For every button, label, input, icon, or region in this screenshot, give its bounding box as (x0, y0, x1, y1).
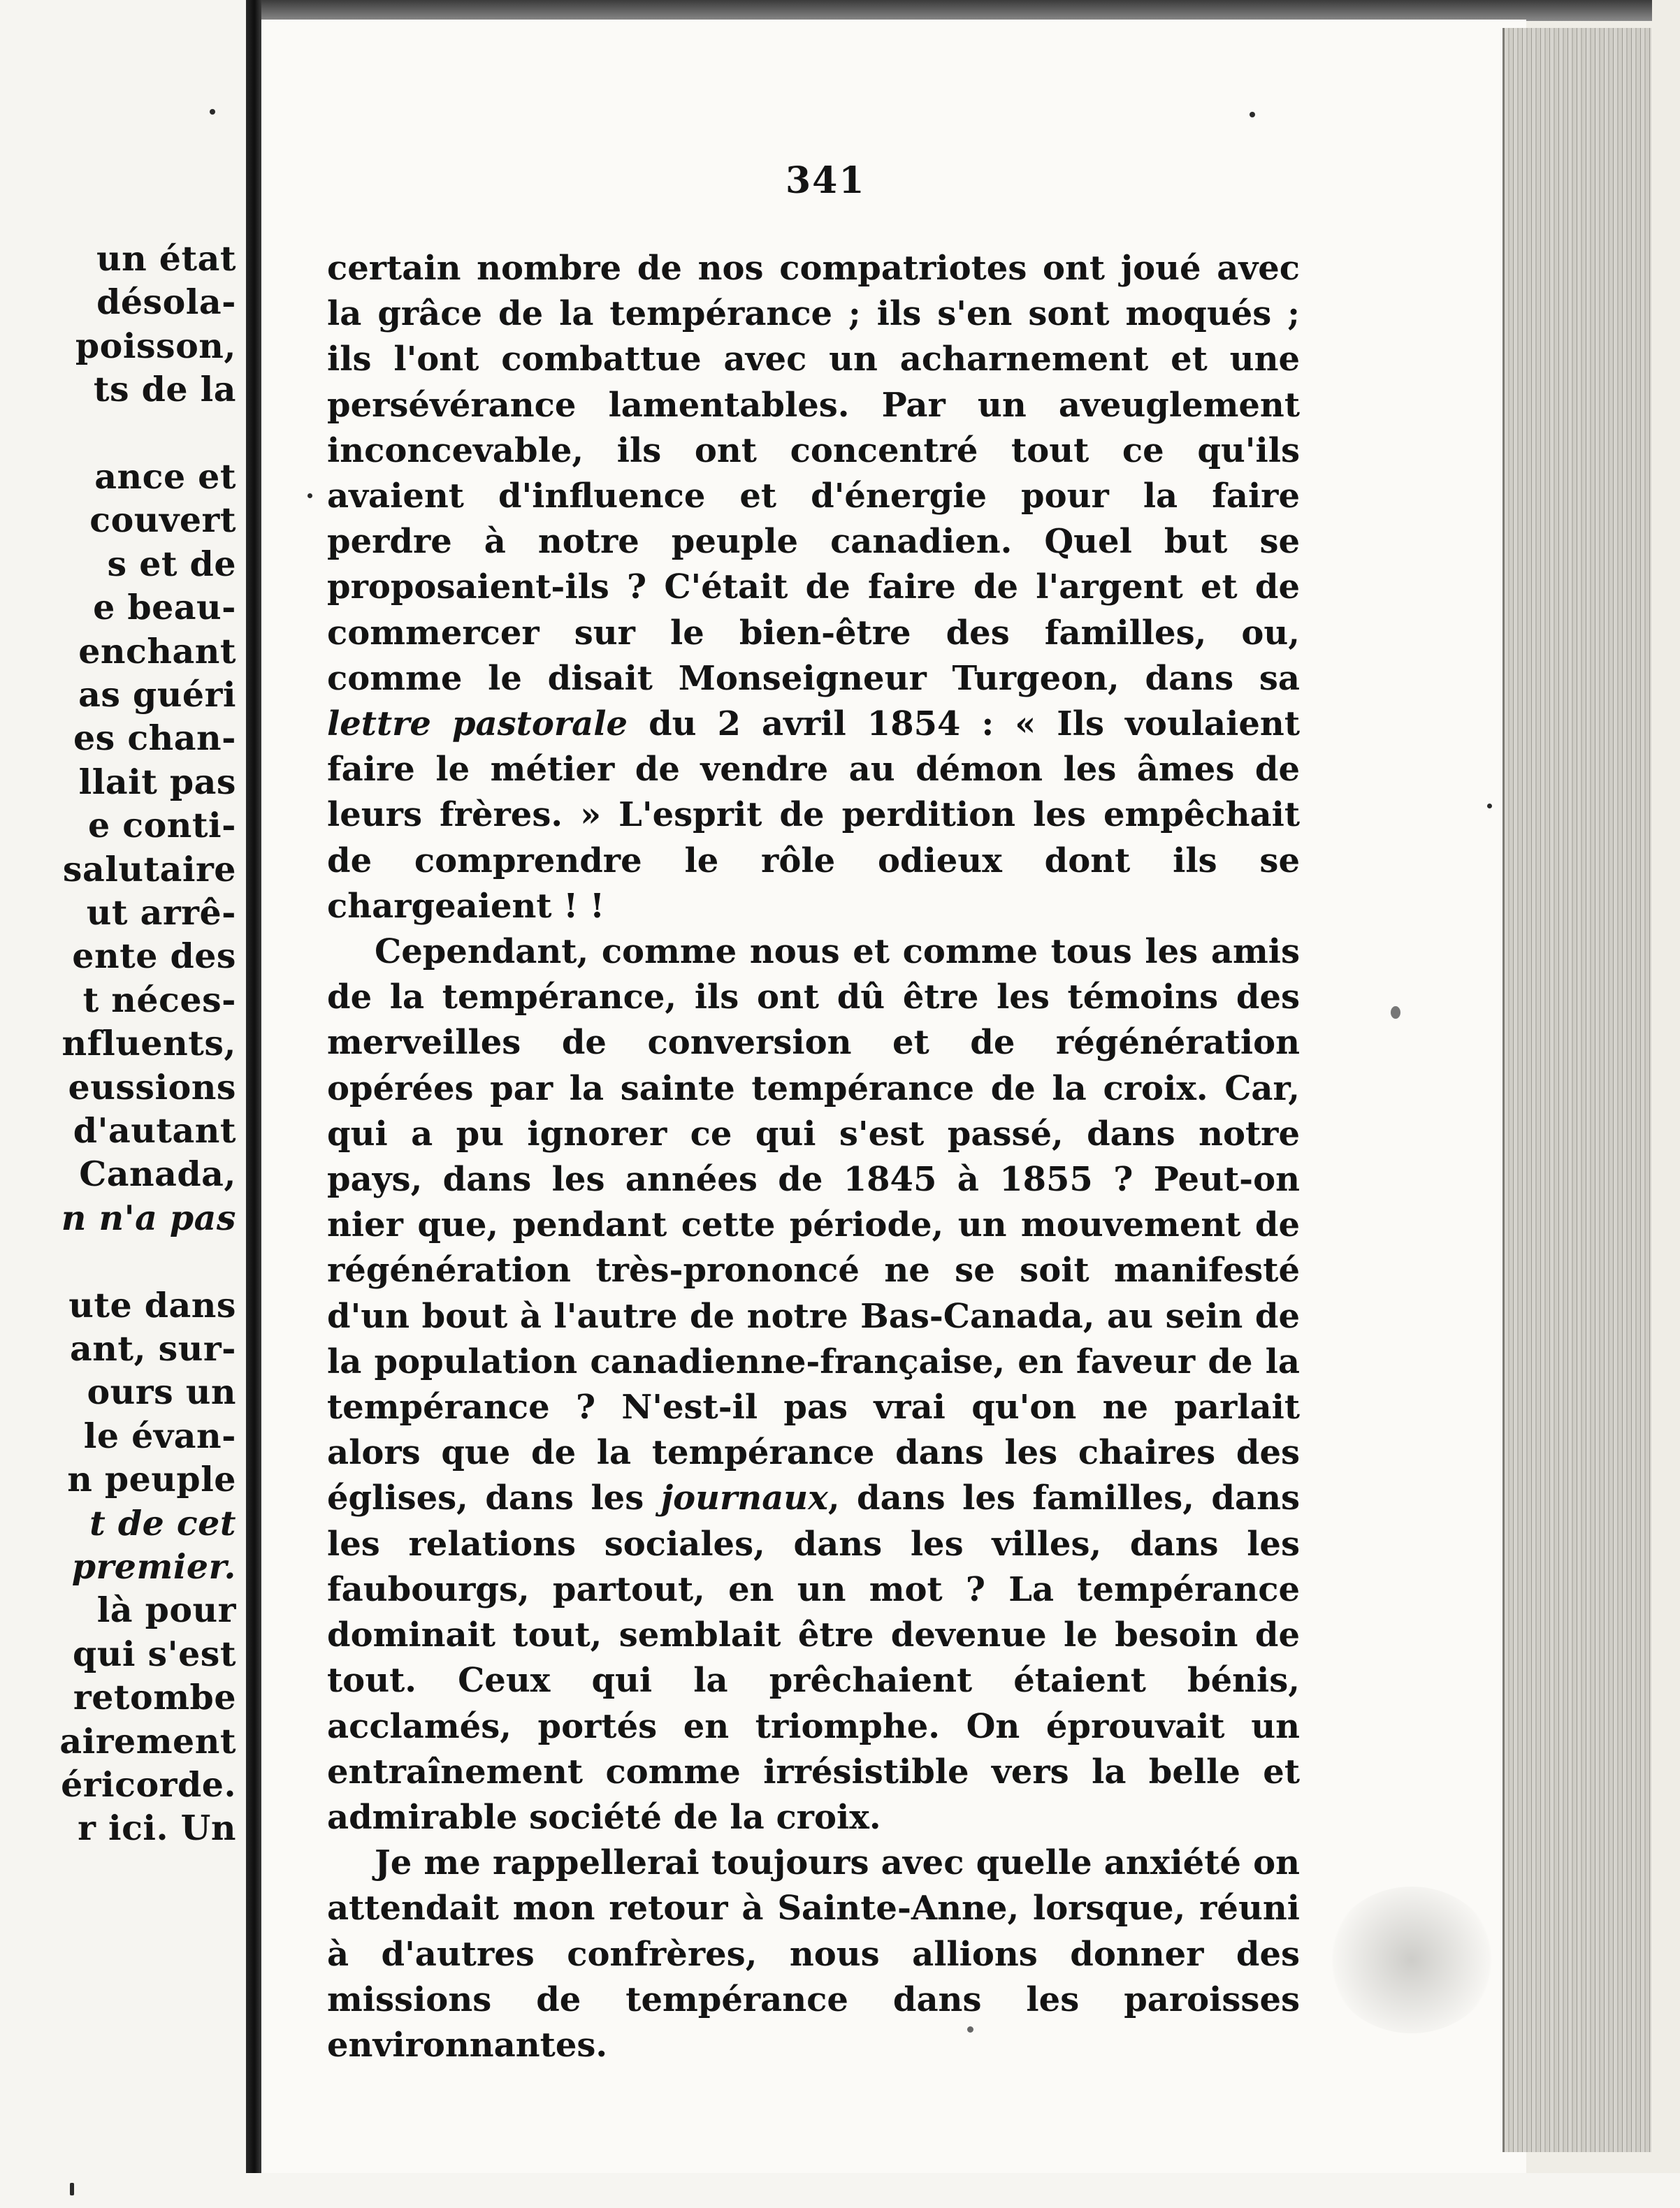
ink-speck (307, 493, 312, 498)
paragraph-1-end: du 2 avril 1854 : « Ils voulaient faire le métier de vendre au démon les âmes de leurs frères. » L'esprit de perdition les empêchait de comprendre le rôle odieux dont ils se chargeaient ! ! (327, 704, 1300, 926)
ink-speck (210, 109, 215, 115)
left-page-fragment: n peuple (67, 1459, 236, 1500)
page-body-text (327, 246, 1300, 2068)
paragraph-2-start: Cependant, comme nous et comme tous les amis de la tempérance, ils ont dû être les témoins des merveilles de conversion et de régénération opérées par la sainte tempérance de la croix. Car, qui a pu ignorer ce qui s'est passé, dans notre pays, dans les années de 1845 à 1855 ? Peut-on nier que, pendant cette période, un mouvement de régénération très-prononcé ne se soit manifesté d'un bout à l'autre de notre Bas-Canada, au sein de la population canadienne-française, en faveur de la tempérance ? N'est-il pas vrai qu'on ne parlait alors que de la tempérance dans les chaires des églises, dans les (327, 932, 1300, 1518)
paragraph-3-start: Je me rappellerai toujours avec quelle anxiété on attendait mon retour à Sainte-Anne, lorsque, réuni à d'autres confrères, nous allions donner des missions de tempérance dans les paroisses environnantes. (327, 1843, 1300, 2065)
left-page-fragment: airement (59, 1720, 236, 1762)
left-page-fragment: là pour (96, 1590, 236, 1631)
left-page-fragment: le évan- (83, 1415, 236, 1456)
left-page-fragment: e conti- (88, 805, 236, 846)
page-stain (1328, 1887, 1496, 2033)
left-page-fragment: eussions (68, 1066, 236, 1107)
left-page-fragment: ts de la (93, 369, 236, 410)
left-page-fragment: nfluents, (61, 1023, 236, 1064)
page-number: 341 (785, 159, 866, 202)
bottom-margin (0, 2173, 1680, 2208)
left-page-fragment: ours un (87, 1372, 236, 1413)
ink-speck (70, 2183, 74, 2195)
left-page-fragment: r ici. Un (78, 1808, 236, 1849)
left-page-fragment: ente des (72, 936, 236, 977)
paragraph-1 (327, 246, 1300, 929)
left-page-fragment: salutaire (62, 848, 236, 889)
left-page-fragment: un état (96, 238, 236, 279)
paragraph-1-italic: lettre pastorale (327, 704, 628, 744)
left-page-fragment: premier. (71, 1546, 236, 1587)
ink-speck (1250, 112, 1255, 117)
left-page-fragment: retombe (73, 1677, 236, 1718)
left-page-fragment: Canada, (79, 1154, 236, 1195)
ink-speck (1391, 1006, 1400, 1019)
left-page-fragment: t de cet (89, 1502, 236, 1544)
left-page-fragment: d'autant (73, 1110, 236, 1151)
left-page-fragment: s et de (107, 543, 236, 584)
left-page-fragment: éricorde. (61, 1764, 236, 1805)
left-page-fragment: ute dans (68, 1284, 236, 1325)
left-page-fragment: t néces- (82, 979, 236, 1020)
left-page-fragment: enchant (78, 630, 236, 671)
left-page (0, 0, 246, 2208)
paragraph-1-start: certain nombre de nos compatriotes ont joué avec la grâce de la tempérance ; ils s'en sont moqués ; ils l'ont combattue avec un acharnement et une persévérance lamentables. Par un aveuglement inconcevable, ils ont concentré tout ce qu'ils avaient d'influence et d'énergie pour la faire perdre à notre peuple canadien. Quel but se proposaient-ils ? C'était de faire de l'argent et de commercer sur le bien-être des familles, ou, comme le disait Monseigneur Turgeon, dans sa (327, 249, 1300, 698)
left-page-fragment: ant, sur- (70, 1328, 236, 1369)
left-page-fragment: n n'a pas (61, 1197, 236, 1238)
left-page-fragment: ut arrê- (86, 892, 236, 933)
left-page-fragment: couvert (89, 500, 236, 541)
paragraph-2-end: , dans les familles, dans les relations sociales, dans les villes, dans les faubourgs, partout, en un mot ? La tempérance dominait tout, semblait être devenue le besoin de tout. Ceux qui la prêchaient étaient bénis, acclamés, portés en triomphe. On éprouvait un entraînement comme irrésistible vers la belle et admirable société de la croix. (327, 1479, 1300, 1837)
left-page-fragment: qui s'est (72, 1633, 236, 1674)
left-page-fragment: e beau- (93, 587, 236, 628)
paragraph-2 (327, 929, 1300, 1840)
left-page-fragment: désola- (96, 282, 236, 323)
book-fore-edge (1502, 28, 1651, 2152)
left-page-fragment: llait pas (78, 761, 236, 802)
left-page-fragment: es chan- (73, 718, 236, 759)
book-top-edge (261, 0, 1652, 21)
left-page-fragment: as guéri (78, 674, 236, 715)
left-page-fragment: poisson, (75, 325, 236, 366)
paragraph-2-italic: journaux (660, 1479, 828, 1518)
left-page-fragment: ance et (94, 456, 236, 497)
ink-speck (1487, 804, 1492, 808)
book-gutter (246, 0, 261, 2208)
paragraph-3 (327, 1840, 1300, 2068)
